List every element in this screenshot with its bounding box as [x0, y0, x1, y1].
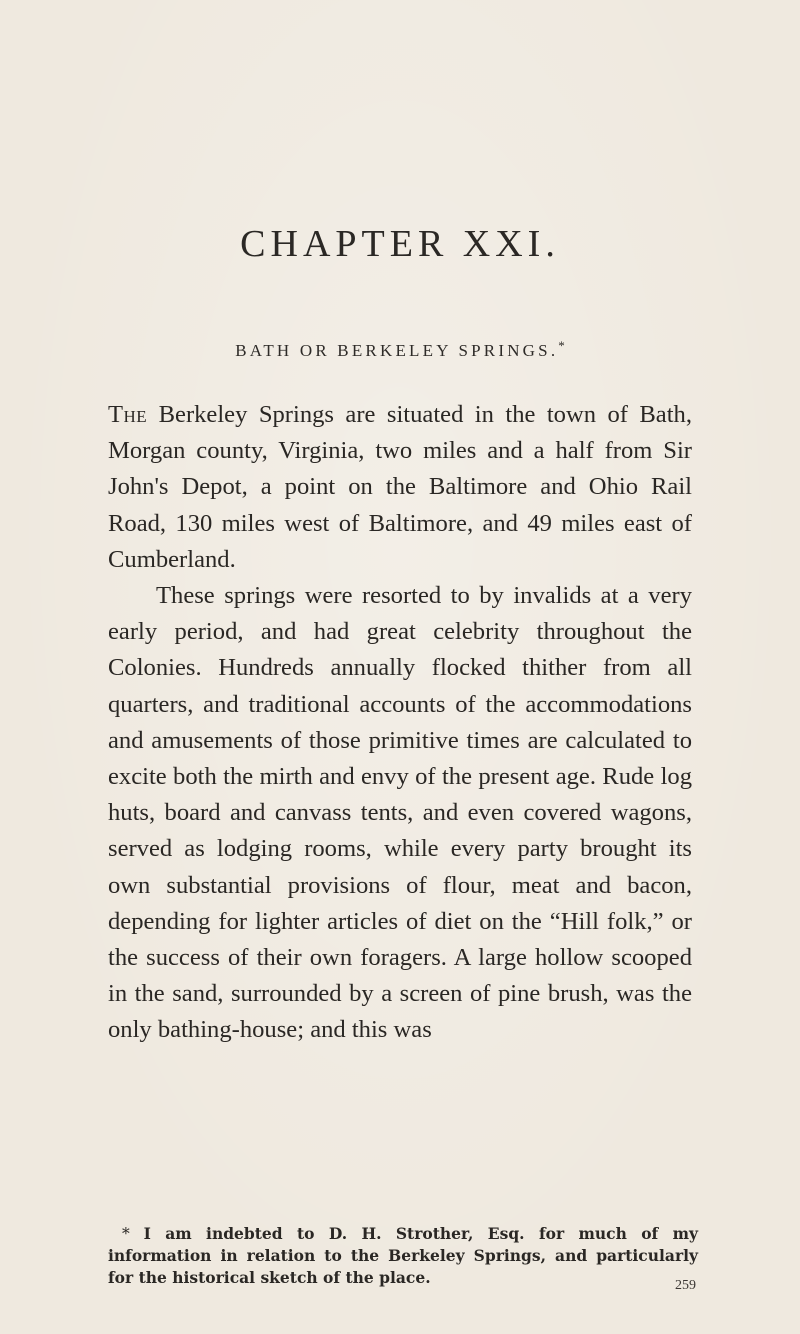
footnote-marker: * [122, 1225, 130, 1243]
footnote-reference: * [558, 338, 565, 353]
section-title-text: BATH OR BERKELEY SPRINGS. [235, 341, 559, 360]
body-text [108, 397, 692, 1049]
footnote [108, 1223, 698, 1289]
paragraph-1-text: Berkeley Springs are situated in the town of Bath, Morgan county, Virginia, two miles and a half from Sir John's Depot, a point on the Baltimore and Ohio Rail Road, 130 miles west of Baltimore, and 49 miles east of Cumberland. [108, 401, 692, 573]
page-number: 259 [675, 1278, 696, 1293]
footnote-text: I am indebted to D. H. Strother, Esq. for much of my information in relation to the Berkeley Springs, and particularly for the historical sketch of the place. [108, 1224, 698, 1287]
paragraph-1 [108, 397, 692, 578]
paragraph-2: These springs were resorted to by invalids at a very early period, and had great celebrity throughout the Colonies. Hundreds annually flocked thither from all quarters, and traditional accounts of the accommodations and amusements of those primitive times are calculated to excite both the mirth and envy of the present age. Rude log huts, board and canvass tents, and even covered wagons, served as lodging rooms, while every party brought its own substantial provisions of flour, meat and bacon, depending for lighter articles of diet on the “Hill folk,” or the success of their own foragers. A large hollow scooped in the sand, surrounded by a screen of pine brush, was the only bathing-house; and this was [108, 582, 692, 1044]
chapter-title: CHAPTER XXI. [240, 223, 560, 265]
section-title [0, 338, 800, 361]
paragraph-1-lead: The [108, 401, 148, 428]
